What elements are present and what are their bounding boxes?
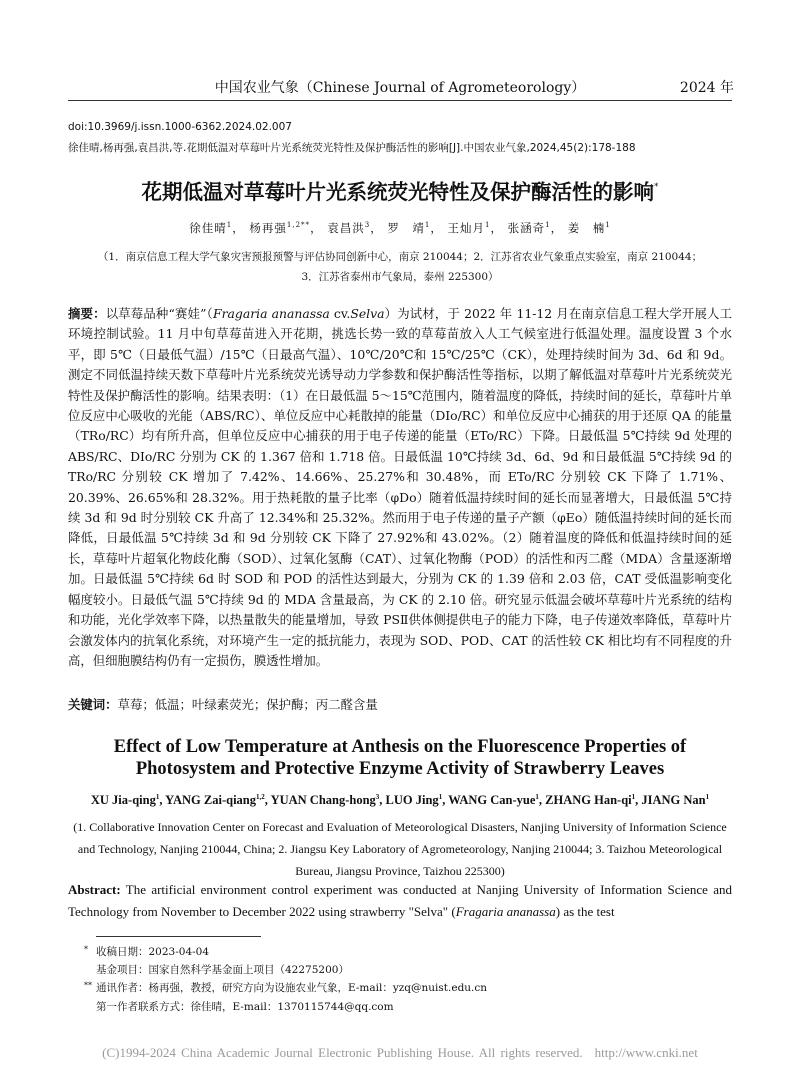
abstract-cn-text: 以草莓品种“赛娃”（ <box>105 306 213 321</box>
abstract-cn-label: 摘要： <box>68 306 106 321</box>
author-sup: 1 <box>545 221 551 230</box>
author-cn: 杨再强 <box>249 221 287 235</box>
author-sup: 1 <box>155 793 160 801</box>
footnote-divider <box>96 936 261 937</box>
author-sup: 1 <box>605 221 611 230</box>
footnote <box>84 979 736 997</box>
abstract-en-label: Abstract: <box>68 882 121 897</box>
keywords-cn-text: 草莓；低温；叶绿素荧光；保护酶；丙二醛含量 <box>117 697 378 712</box>
authors-en: XU Jia-qing$^1$, YANG Zai-qiang$^{1,2}$, YUAN Chang-hong$^3$, LUO Jing$^1$, WANG Can-yue$^1$, ZHANG Han-$qi^1$, JIANG Nan$^1$ <box>90 793 710 808</box>
footnote-mark: ** <box>84 981 92 991</box>
author-sup: 1,2 <box>256 793 265 801</box>
doi[interactable]: doi:10.3969/j.issn.1000-6362.2024.02.007 <box>68 121 292 133</box>
author-sup: 1,2** <box>286 221 311 230</box>
header-year: 2024 年 <box>679 80 734 96</box>
copyright-watermark <box>0 1045 800 1061</box>
affiliation-cn-line: （1．南京信息工程大学气象灾害预报预警与评估协同创新中心，南京 210044；2．江苏省农业气象重点实验室，南京 210044； <box>97 251 703 263</box>
title-en-line: Effect of Low Temperature at Anthesis on the Fluorescence Properties of <box>113 737 687 757</box>
author-sup: 1 <box>705 793 710 801</box>
affiliation-cn <box>60 247 740 287</box>
abstract-en-text: ) as the test <box>555 904 615 919</box>
author-cn: 张涵奇 <box>507 221 546 235</box>
author-en: ZHANG Han-qi <box>545 793 632 808</box>
title-en-line: Photosystem and Protective Enzyme Activity of Strawberry Leaves <box>135 759 665 779</box>
author-en: XU Jia-qing <box>90 793 156 808</box>
author-sup: 1 <box>535 793 539 801</box>
abstract-en <box>68 879 732 923</box>
title-cn-text: 花期低温对草莓叶片光系统荧光特性及保护酶活性的影响 <box>141 180 654 204</box>
cnki-url[interactable]: http://www.cnki.net <box>594 1045 698 1060</box>
citation: 徐佳晴,杨再强,袁昌洪,等.花期低温对草莓叶片光系统荧光特性及保护酶活性的影响[J].中国农业气象,2024,45(2):178-188 <box>68 142 636 154</box>
author-cn: 王灿月 <box>447 221 485 235</box>
footnotes <box>84 943 736 1016</box>
author-en: LUO Jing <box>385 793 439 808</box>
abstract-cn-text: cv. <box>329 306 351 321</box>
footnote <box>96 998 736 1016</box>
footnote-text: 基金项目：国家自然科学基金面上项目（42275200） <box>96 964 349 977</box>
title-footnote-mark: * <box>654 182 659 192</box>
author-sup: 1 <box>484 221 491 230</box>
copyright-text: (C)1994-2024 China Academic Journal Electronic Publishing House. All rights reserved. <box>102 1045 583 1060</box>
footnote <box>84 943 736 961</box>
species-name-en: Fragaria ananassa <box>455 904 556 919</box>
cultivar-name: Selva <box>350 306 385 321</box>
author-cn: 徐佳晴 <box>189 221 227 235</box>
author-sup: 3 <box>364 221 371 230</box>
affiliation-en: (1. Collaborative Innovation Center on Forecast and Evaluation of Meteorological Disasters, Nanjing University of Information Science and Technology, Nanjing 210044, China; 2. Jiangsu Key Laboratory of Agrometeorology, Nanjing 210044; 3. Taizhou Meteorological Bureau, Jiangsu Province, Taizhou 225300) <box>73 820 727 878</box>
abstract-cn-text: ）为试材，于 2022 年 11-12 月在南京信息工程大学开展人工环境控制试验。11 月中旬草莓苗进入开花期，挑选长势一致的草莓苗放入人工气候室进行低温处理。温度设置 3 个水平，即 5℃（日最低气温）/15℃（日最高气温）、10℃/20℃和 15℃/25℃（CK），处理持续时间为 3d、6d 和 9d。测定不同低温持续天数下草莓叶片光系统荧光诱导动力学参数和保护酶活性等指标，以期了解低温对草莓叶片光系统荧光特性及保护酶活性的影响。结果表明：（1）在日最低温 5～15℃范围内，随着温度的降低，持续时间的延长，草莓叶片单位反应中心吸收的光能（ABS/RC）、单位反应中心耗散掉的能量（DIo/RC）和单位反应中心捕获的用于还原 QA 的能量（TRo/RC）均有所升高，但单位反应中心捕获的用于电子传递的能量（ETo/RC）下降。日最低温 5℃持续 9d 处理的 ABS/RC、DIo/RC 分别为 CK 的 1.367 倍和 1.718 倍。日最低温 10℃持续 3d、6d、9d 和日最低温 5℃持续 9d 的 TRo/RC 分别较 CK 增加了 7.42%、14.66%、25.27%和 30.48%，而 ETo/RC 分别较 CK 下降了 1.71%、20.39%、26.65%和 28.32%。用于热耗散的量子比率（φDo）随着低温持续时间的延长而显著增大，日最低温 5℃持续 3d 和 9d 时分别较 CK 升高了 12.34%和 25.32%。然而用于电子传递的量子产额（φEo）随低温持续时间的延长而降低，日最低温 5℃持续 3d 和 9d 分别较 CK 下降了 27.92%和 43.02%。（2）随着温度的降低和低温持续时间的延长，草莓叶片超氧化物歧化酶（SOD）、过氧化氢酶（CAT）、过氧化物酶（POD）的活性和丙二醛（MDA）含量逐渐增加。日最低温 5℃持续 6d 时 SOD 和 POD 的活性达到最大，分别为 CK 的 1.39 倍和 2.03 倍，CAT 受低温影响变化幅度较小。日最低气温 5℃持续 9d 的 MDA 含量最高，为 CK 的 2.10 倍。研究显示低温会破坏草莓叶片光系统的结构和功能，光化学效率下降，以热量散失的能量增加，导致 PSⅡ供体侧提供电子的能力下降，电子传递效率降低，草莓叶片会激发体内的抗氧化系统，对环境产生一定的抵抗能力，表现为 SOD、POD、CAT 的活性较 CK 相比均有不同程度的升高，但细胞膜结构仍有一定损伤，膜透性增加。 <box>68 306 732 668</box>
author-cn: 袁昌洪 <box>327 221 365 235</box>
abstract-cn <box>68 304 732 671</box>
author-sup: 1 <box>424 221 431 230</box>
authors-cn: 徐佳晴$^1$， 杨再强$^{1,2**}$， 袁昌洪$^3$， 罗 靖$^1$， 王灿月$^1$， 张涵奇$^1$， 姜 楠$^1$ <box>189 221 611 235</box>
species-name: Fragaria ananassa <box>212 306 330 321</box>
journal-header: 中国农业气象（Chinese Journal of Agrometeorology） <box>214 80 586 96</box>
header-divider <box>68 100 732 101</box>
author-sup: 1 <box>631 793 636 801</box>
title-en <box>0 736 800 780</box>
footnote <box>96 961 736 979</box>
affiliation-cn-line: 3．江苏省泰州市气象局，泰州 225300） <box>301 271 499 283</box>
footnote-mark: * <box>84 945 88 954</box>
author-sup: 1 <box>226 221 233 230</box>
author-cn: 姜 楠 <box>567 221 606 235</box>
keywords-cn <box>68 695 732 713</box>
author-sup: 1 <box>438 793 443 801</box>
author-en: YANG Zai-qiang <box>165 793 257 808</box>
author-en: WANG Can-yue <box>448 793 536 808</box>
author-en: YUAN Chang-hong <box>270 793 376 808</box>
footnote-text: 第一作者联系方式：徐佳晴，E-mail：1370115744@qq.com <box>96 1000 394 1013</box>
author-sup: 3 <box>375 793 380 801</box>
footnote-text: 收稿日期：2023-04-04 <box>96 946 210 958</box>
author-en: JIANG Nan <box>641 793 706 808</box>
footnote-text: 通讯作者：杨再强，教授，研究方向为设施农业气象，E-mail：yzq@nuist.edu.cn <box>96 982 488 995</box>
keywords-cn-label: 关键词： <box>68 697 118 712</box>
abstract-en-text: The artificial environment control experiment was conducted at Nanjing University of Information Science and Technology from November to December 2022 using strawberry "Selva" ( <box>68 882 732 919</box>
author-cn: 罗 靖 <box>387 221 425 235</box>
title-cn <box>0 175 800 205</box>
